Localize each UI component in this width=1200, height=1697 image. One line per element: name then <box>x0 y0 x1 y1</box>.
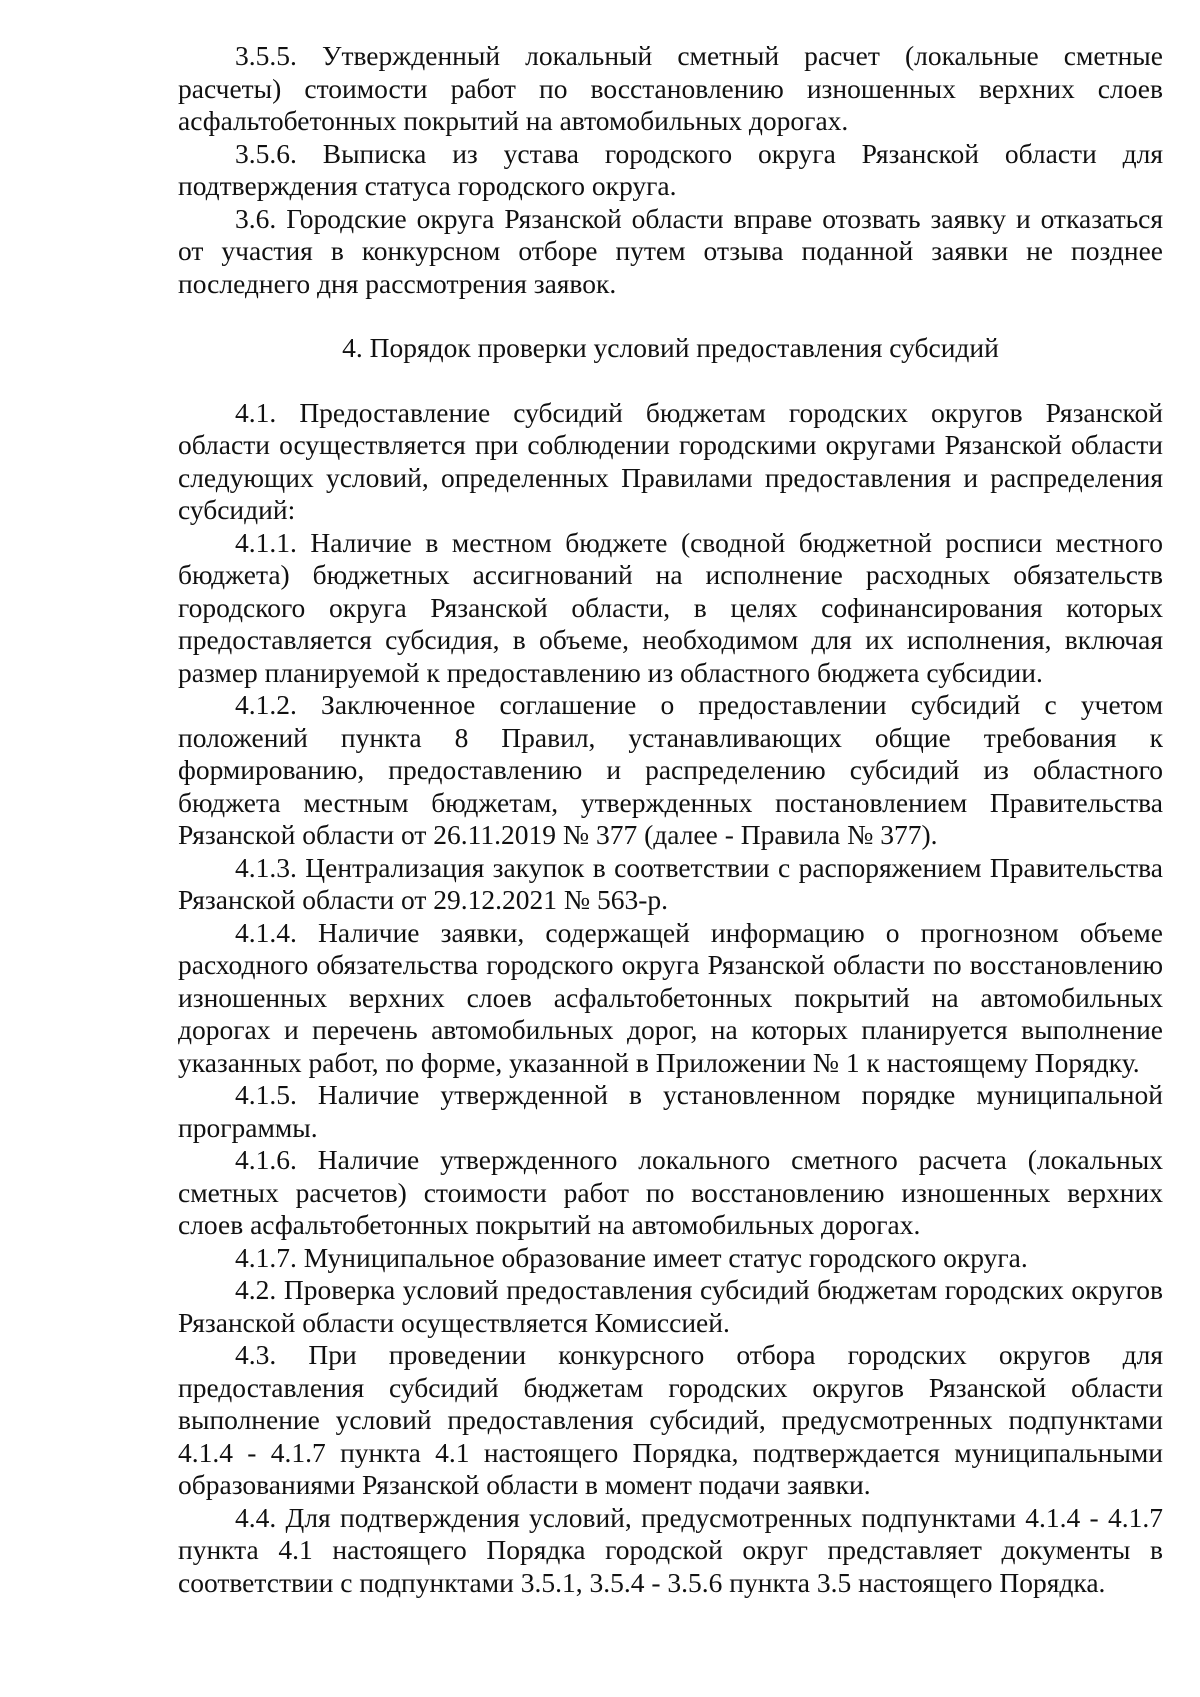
paragraph-4-1-7: 4.1.7. Муниципальное образование имеет статус городского округа. <box>235 1241 1028 1273</box>
paragraph-4-1-6: 4.1.6. Наличие утвержденного локального сметного расчета (локальных сметных расчетов) стоимости работ по восстановлению изношенных верхних слоев асфальтобетонных покрытий на автомобильных дорогах. <box>178 1144 1163 1240</box>
paragraph-4-2: 4.2. Проверка условий предоставления субсидий бюджетам городских округов Рязанской области осуществляется Комиссией. <box>178 1274 1163 1338</box>
paragraph-4-1-5: 4.1.5. Наличие утвержденной в установленном порядке муниципальной программы. <box>178 1079 1163 1143</box>
section-heading: 4. Порядок проверки условий предоставления субсидий <box>342 332 999 363</box>
document-body <box>178 40 1163 1599</box>
paragraph-4-1-4: 4.1.4. Наличие заявки, содержащей информацию о прогнозном объеме расходного обязательства городского округа Рязанской области по восстановлению изношенных верхних слоев асфальтобетонных покрытий на автомобильных дорогах и перечень автомобильных дорог, на которых планируется выполнение указанных работ, по форме, указанной в Приложении № 1 к настоящему Порядку. <box>178 916 1163 1078</box>
paragraph-4-3: 4.3. При проведении конкурсного отбора городских округов для предоставления субсидий бюджетам городских округов Рязанской области выполнение условий предоставления субсидий, предусмотренных подпунктами 4.1.4 - 4.1.7 пункта 4.1 настоящего Порядка, подтверждается муниципальными образованиями Рязанской области в момент подачи заявки. <box>178 1339 1163 1500</box>
paragraph-4-1-3: 4.1.3. Централизация закупок в соответствии с распоряжением Правительства Рязанской области от 29.12.2021 № 563-р. <box>178 851 1163 915</box>
paragraph-4-1: 4.1. Предоставление субсидий бюджетам городских округов Рязанской области осуществляется при соблюдении городскими округами Рязанской области следующих условий, определенных Правилами предоставления и распределения субсидий: <box>178 396 1163 525</box>
paragraph-3-5-6: 3.5.6. Выписка из устава городского округа Рязанской области для подтверждения статуса городского округа. <box>178 137 1163 201</box>
paragraph-4-1-1: 4.1.1. Наличие в местном бюджете (сводной бюджетной росписи местного бюджета) бюджетных ассигнований на исполнение расходных обязательств городского округа Рязанской области, в целях софинансирования которых предоставляется субсидия, в объеме, необходимом для их исполнения, включая размер планируемой к предоставлению из областного бюджета субсидии. <box>178 526 1163 688</box>
paragraph-4-4: 4.4. Для подтверждения условий, предусмотренных подпунктами 4.1.4 - 4.1.7 пункта 4.1 настоящего Порядка городской округ представляет документы в соответствии с подпунктами 3.5.1, 3.5.4 - 3.5.6 пункта 3.5 настоящего Порядка. <box>178 1501 1163 1598</box>
paragraph-4-1-2: 4.1.2. Заключенное соглашение о предоставлении субсидий с учетом положений пункта 8 Правил, устанавливающих общие требования к формированию, предоставлению и распределению субсидий из областного бюджета местным бюджетам, утвержденных постановлением Правительства Рязанской области от 26.11.2019 № 377 (далее - Правила № 377). <box>178 689 1163 850</box>
paragraph-3-5-5: 3.5.5. Утвержденный локальный сметный расчет (локальные сметные расчеты) стоимости работ по восстановлению изношенных верхних слоев асфальтобетонных покрытий на автомобильных дорогах. <box>178 40 1163 136</box>
paragraph-3-6: 3.6. Городские округа Рязанской области вправе отозвать заявку и отказаться от участия в конкурсном отборе путем отзыва поданной заявки не позднее последнего дня рассмотрения заявок. <box>178 202 1163 299</box>
